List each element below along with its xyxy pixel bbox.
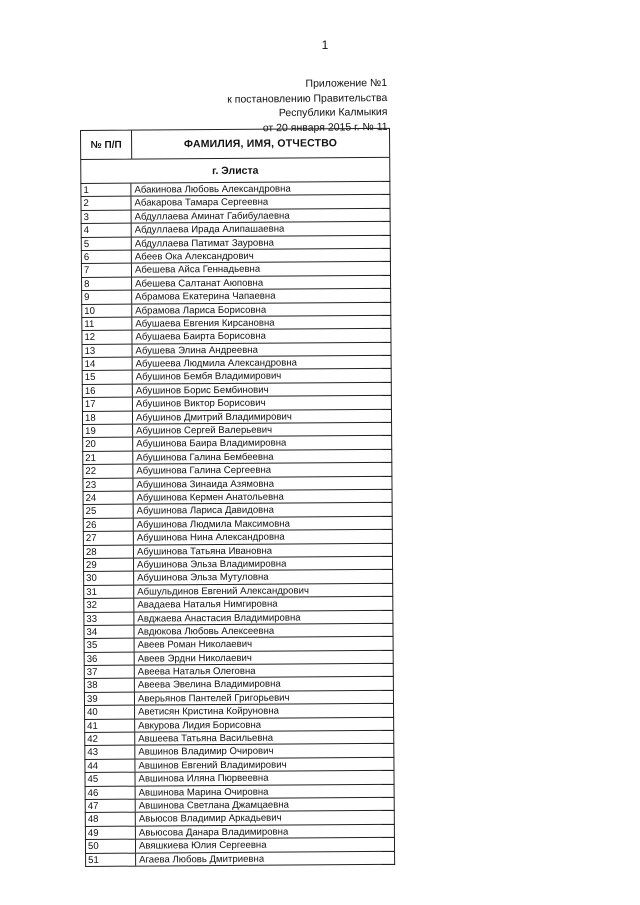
page-number: 1	[321, 38, 329, 52]
row-full-name: Абушинова Эльза Мутуловна	[137, 572, 269, 584]
row-full-name: Абушаева Баирта Борисовна	[135, 331, 267, 343]
row-full-name: Абушинова Зинаида Азямовна	[136, 478, 275, 491]
row-full-name: Авджаева Анастасия Владимировна	[137, 611, 301, 625]
row-number: 41	[85, 719, 135, 732]
row-number: 17	[83, 398, 133, 411]
row-number: 25	[84, 505, 134, 518]
row-number: 12	[82, 331, 132, 344]
row-full-name: Авшинов Владимир Очирович	[138, 746, 274, 759]
header-number: № П/П	[81, 131, 132, 159]
row-number: 50	[86, 840, 136, 853]
row-number: 34	[84, 626, 134, 639]
row-full-name: Абешева Айса Геннадьевна	[134, 264, 261, 276]
row-full-name: Авьюсов Владимир Аркадьевич	[138, 812, 282, 825]
row-number: 38	[85, 679, 135, 692]
appendix-line-1: Приложение №1	[305, 76, 388, 90]
row-number: 1	[81, 184, 131, 197]
row-full-name: Авеева Эвелина Владимировна	[137, 679, 281, 692]
row-full-name: Абушинова Эльза Владимировна	[137, 558, 287, 571]
row-full-name: Абушинова Кермен Анатольевна	[136, 491, 284, 504]
table-row	[85, 851, 395, 867]
row-number: 40	[85, 706, 135, 719]
row-number: 23	[83, 478, 133, 491]
row-number: 22	[83, 465, 133, 478]
row-number: 28	[84, 545, 134, 558]
row-number: 19	[83, 425, 133, 438]
row-full-name: Абдуллаева Аминат Габибулаевна	[134, 210, 290, 223]
row-number: 45	[85, 773, 135, 786]
row-number: 11	[82, 318, 132, 331]
appendix-header	[227, 76, 388, 136]
row-full-name: Абрамова Екатерина Чапаевна	[135, 290, 276, 303]
row-number: 16	[83, 384, 133, 397]
row-number: 2	[81, 197, 131, 210]
row-number: 24	[84, 492, 134, 505]
row-full-name: Авшинова Иляна Пюрвеевна	[138, 772, 269, 785]
appendix-line-2: к постановлению Правительства	[227, 91, 388, 106]
row-number: 3	[82, 210, 132, 223]
row-number: 10	[82, 304, 132, 317]
row-full-name: Авадаева Наталья Нимгировна	[137, 598, 278, 611]
row-number: 46	[86, 786, 136, 799]
city-heading: г. Элиста	[80, 158, 390, 184]
row-full-name: Абушинова Галина Бембеевна	[136, 451, 274, 464]
row-full-name: Абушинов Бембя Владимирович	[135, 371, 282, 384]
row-number: 33	[84, 612, 134, 625]
row-full-name: Абдуллаева Ирада Алипашаевна	[134, 223, 285, 236]
row-number: 35	[85, 639, 135, 652]
row-number: 49	[86, 826, 136, 839]
row-full-name: Абушинова Людмила Максимовна	[136, 518, 290, 531]
row-number: 6	[82, 251, 132, 264]
row-number: 51	[86, 853, 136, 866]
row-number: 42	[85, 733, 135, 746]
row-number: 36	[85, 652, 135, 665]
row-full-name: Абакарова Тамара Сергеевна	[134, 197, 269, 210]
row-full-name: Авшинова Марина Очировна	[138, 786, 269, 799]
row-full-name: Абешева Салтанат Аюповна	[135, 277, 264, 290]
row-full-name: Аветисян Кристина Койруновна	[138, 705, 280, 718]
header-full-name: ФАМИЛИЯ, ИМЯ, ОТЧЕСТВО	[183, 137, 338, 151]
row-full-name: Абушинов Сергей Валерьевич	[136, 424, 273, 437]
row-full-name: Авеев Роман Николаевич	[137, 639, 253, 651]
row-full-name: Авшинова Светлана Джамцаевна	[138, 799, 290, 812]
row-number: 8	[82, 277, 132, 290]
row-full-name: Авеев Эрдни Николаевич	[137, 652, 252, 665]
row-full-name: Абушинов Виктор Борисович	[135, 397, 266, 410]
row-full-name: Абушинова Лариса Давидовна	[136, 505, 274, 517]
table-body	[80, 182, 395, 867]
row-full-name: Абушинова Татьяна Ивановна	[136, 545, 273, 558]
row-full-name: Авяшкиева Юлия Сергеевна	[138, 839, 267, 852]
row-full-name: Абушинова Галина Сергеевна	[136, 464, 272, 477]
appendix-line-4: от 20 января 2015 г. № 11	[262, 120, 388, 134]
row-number: 14	[83, 358, 133, 371]
row-full-name: Абрамова Лариса Борисовна	[135, 304, 267, 317]
row-full-name: Абшульдинов Евгений Александрович	[137, 585, 309, 598]
row-number: 27	[84, 532, 134, 545]
row-number: 32	[84, 599, 134, 612]
row-number: 29	[84, 559, 134, 572]
table-header	[80, 128, 390, 160]
row-full-name: Абушинов Борис Бембинович	[135, 384, 269, 397]
row-number: 47	[86, 800, 136, 813]
row-number: 5	[82, 237, 132, 250]
row-full-name: Авдюкова Любовь Алексеевна	[137, 625, 275, 638]
row-full-name: Абушинов Дмитрий Владимирович	[135, 411, 292, 424]
row-number: 44	[85, 759, 135, 772]
row-number: 48	[86, 813, 136, 826]
row-full-name: Абеев Ока Александрович	[134, 250, 254, 263]
row-number: 13	[82, 344, 132, 357]
row-number: 15	[83, 371, 133, 384]
row-number: 7	[82, 264, 132, 277]
row-number: 4	[82, 224, 132, 237]
row-number: 20	[83, 438, 133, 451]
appendix-line-3: Республики Калмыкия	[278, 105, 388, 120]
row-full-name: Абдуллаева Патимат Зауровна	[134, 237, 275, 250]
row-full-name: Абушева Элина Андреевна	[135, 344, 258, 357]
row-number: 9	[82, 291, 132, 304]
row-full-name: Абакинова Любовь Александровна	[134, 183, 291, 196]
row-number: 30	[84, 572, 134, 585]
row-number: 37	[85, 666, 135, 679]
row-number: 31	[84, 585, 134, 598]
row-number: 21	[83, 451, 133, 464]
row-full-name: Абушинова Баира Владимировна	[136, 437, 287, 451]
row-full-name: Авеева Наталья Олеговна	[137, 665, 256, 678]
row-number: 43	[85, 746, 135, 759]
row-full-name: Авьюсова Данара Владимировна	[138, 826, 289, 839]
row-full-name: Авшинов Евгений Владимирович	[138, 759, 287, 772]
row-full-name: Абушинова Нина Александровна	[136, 531, 285, 544]
row-full-name: Абушаева Евгения Кирсановна	[135, 317, 275, 330]
row-number: 39	[85, 692, 135, 705]
row-full-name: Агаева Любовь Дмитриевна	[139, 853, 265, 866]
row-number: 26	[84, 518, 134, 531]
row-full-name: Абушеева Людмила Александровна	[135, 357, 298, 370]
row-full-name: Авкурова Лидия Борисовна	[138, 719, 262, 732]
row-number: 18	[83, 411, 133, 424]
names-table	[80, 128, 395, 867]
row-full-name: Авшеева Татьяна Васильевна	[138, 732, 274, 745]
row-full-name: Аверьянов Пантелей Григорьевич	[137, 692, 290, 705]
